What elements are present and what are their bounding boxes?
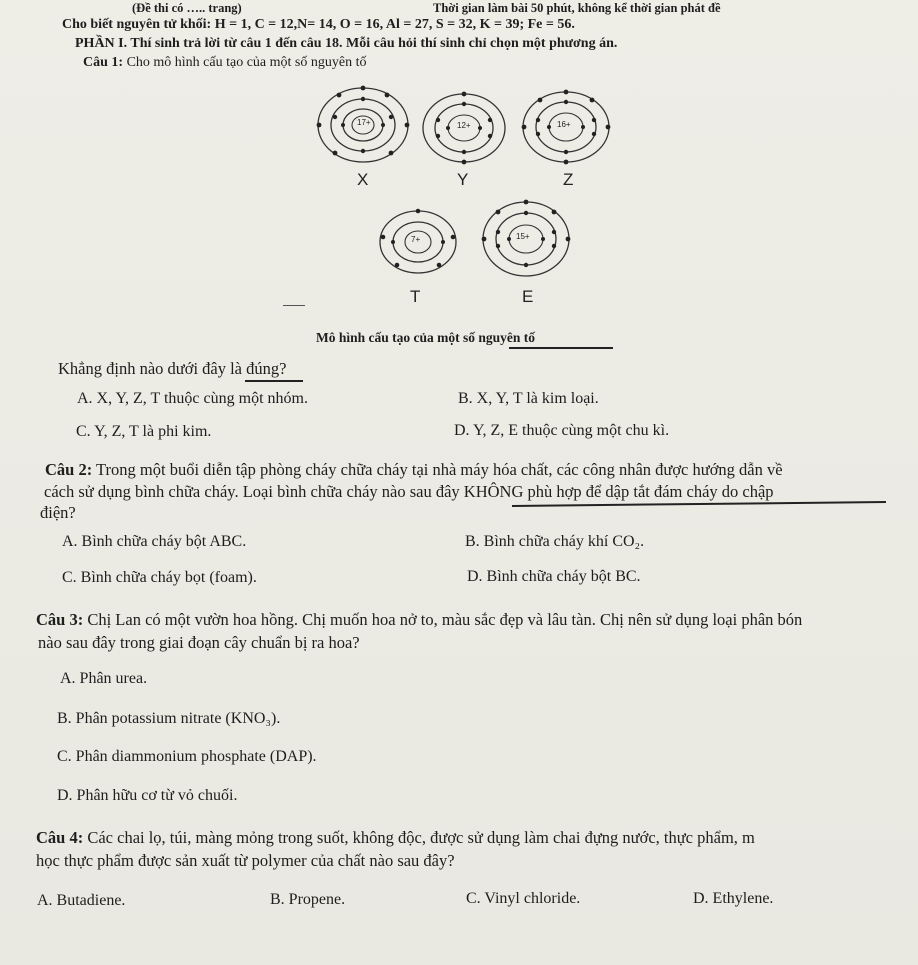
atom-t-nucleus: 7+ xyxy=(411,235,421,244)
q1-prompt xyxy=(83,55,366,71)
atom-y-diagram xyxy=(420,90,508,166)
q3-option-b[interactable]: B. Phân potassium nitrate (KNO₃). xyxy=(57,710,281,727)
q4-line2: học thực phẩm được sản xuất từ polymer của chất nào sau đây? xyxy=(36,851,455,870)
q2-line2: cách sử dụng bình chữa cháy. Loại bình chữa cháy nào sau đây KHÔNG phù hợp để dập tắt đám cháy do chập xyxy=(44,482,774,501)
q4-option-d[interactable]: D. Ethylene. xyxy=(693,890,774,907)
q2-line1-text: Trong một buổi diễn tập phòng cháy chữa cháy tại nhà máy hóa chất, các công nhân được hướng dẫn về xyxy=(92,460,783,479)
q4-number: Câu 4: xyxy=(36,828,84,847)
q1-option-b[interactable]: B. X, Y, T là kim loại. xyxy=(458,390,599,407)
q2-option-b[interactable]: B. Bình chữa cháy khí CO₂. xyxy=(465,533,645,550)
q3-line2: nào sau đây trong giai đoạn cây chuẩn bị ra hoa? xyxy=(38,633,360,652)
q3-line1 xyxy=(36,610,802,630)
q1-option-c[interactable]: C. Y, Z, T là phi kim. xyxy=(76,423,212,440)
q3-option-d[interactable]: D. Phân hữu cơ từ vỏ chuối. xyxy=(57,787,238,804)
time-limit-note: Thời gian làm bài 50 phút, không kể thời gian phát đề xyxy=(433,1,721,15)
q4-option-b[interactable]: B. Propene. xyxy=(270,891,346,908)
stray-mark xyxy=(283,305,305,306)
page-count-note: (Đề thi có ….. trang) xyxy=(132,1,242,15)
q3-line1-text: Chị Lan có một vườn hoa hồng. Chị muốn hoa nở to, màu sắc đẹp và lâu tàn. Chị nên sử dụng loại phân bón xyxy=(83,610,803,629)
atom-y-nucleus: 12+ xyxy=(457,121,471,130)
atom-x-nucleus: 17+ xyxy=(357,118,371,127)
q3-option-a[interactable]: A. Phân urea. xyxy=(60,670,148,687)
caption-underline xyxy=(509,347,613,349)
atom-z-label: Z xyxy=(563,170,574,189)
part1-instructions: PHẦN I. Thí sinh trả lời từ câu 1 đến câu 18. Mỗi câu hỏi thí sinh chỉ chọn một phương án. xyxy=(75,36,618,51)
q1-underline xyxy=(245,380,303,382)
q1-option-d[interactable]: D. Y, Z, E thuộc cùng một chu kì. xyxy=(454,422,670,439)
q1-prompt-text: Cho mô hình cấu tạo của một số nguyên tố xyxy=(123,55,367,70)
q2-option-a[interactable]: A. Bình chữa cháy bột ABC. xyxy=(62,533,247,550)
q2-line3: điện? xyxy=(40,503,76,522)
atom-e-diagram xyxy=(480,198,572,280)
figure-caption: Mô hình cấu tạo của một số nguyên tố xyxy=(316,330,536,345)
q1-question: Khẳng định nào dưới đây là đúng? xyxy=(58,359,287,378)
atom-z-nucleus: 16+ xyxy=(557,120,571,129)
q2-option-d[interactable]: D. Bình chữa cháy bột BC. xyxy=(467,568,641,585)
atom-t-label: T xyxy=(410,287,421,306)
atom-t-diagram xyxy=(377,207,459,277)
atom-z-diagram xyxy=(520,88,612,166)
atom-x-label: X xyxy=(357,170,369,189)
q3-number: Câu 3: xyxy=(36,610,84,629)
q4-line1 xyxy=(36,828,755,848)
atomic-masses: Cho biết nguyên tử khối: H = 1, C = 12,N= 14, O = 16, Al = 27, S = 32, K = 39; Fe = 56. xyxy=(62,17,575,32)
q2-option-c[interactable]: C. Bình chữa cháy bọt (foam). xyxy=(62,569,257,586)
q1-number: Câu 1: xyxy=(83,55,124,70)
atom-x-diagram xyxy=(315,85,411,165)
atom-y-label: Y xyxy=(457,170,469,189)
atom-e-nucleus: 15+ xyxy=(516,232,530,241)
q3-option-c[interactable]: C. Phân diammonium phosphate (DAP). xyxy=(57,748,317,765)
q2-number: Câu 2: xyxy=(45,460,93,479)
q1-option-a[interactable]: A. X, Y, Z, T thuộc cùng một nhóm. xyxy=(77,390,308,407)
q4-line1-text: Các chai lọ, túi, màng mỏng trong suốt, không độc, được sử dụng làm chai đựng nước, thực phẩm, m xyxy=(83,828,755,847)
atom-e-label: E xyxy=(522,287,534,306)
q2-line1 xyxy=(45,460,783,480)
q4-option-c[interactable]: C. Vinyl chloride. xyxy=(466,890,581,907)
q4-option-a[interactable]: A. Butadiene. xyxy=(37,892,126,909)
